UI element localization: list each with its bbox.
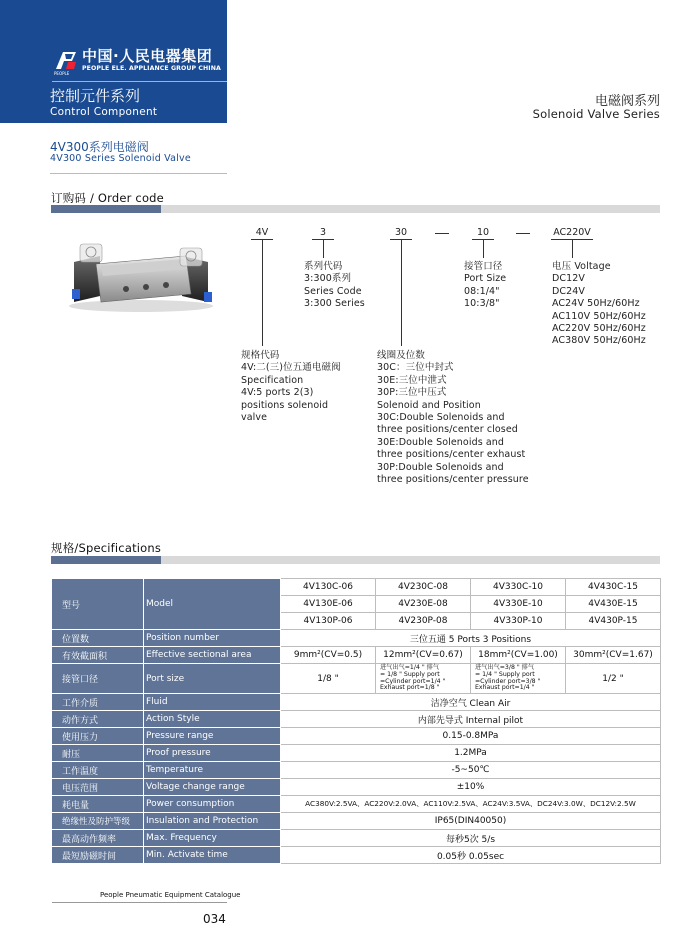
- table-cell: 三位五通 5 Ports 3 Positions: [281, 630, 661, 647]
- row-label-cn: 电压范围: [52, 779, 144, 796]
- table-row: [52, 630, 661, 647]
- table-cell: AC380V:2.5VA、AC220V:2.0VA、AC110V:2.5VA、AC24V:3.5VA、DC24V:3.0W、DC12V:2.5W: [281, 796, 661, 813]
- table-cell: 4V430E-15: [566, 596, 661, 613]
- people-logo-icon: [54, 49, 78, 76]
- table-cell: 4V330E-10: [471, 596, 566, 613]
- table-cell: 0.05秒 0.05sec: [281, 847, 661, 864]
- row-label-cn: 型号: [52, 579, 144, 630]
- table-cell: 4V130C-06: [281, 579, 376, 596]
- table-cell: 进气出气=1/4 " 排气 = 1/8 " Supply port =Cylinder port=1/4 " Exhaust port=1/8 ": [376, 664, 471, 694]
- row-label-cn: 最短励磁时间: [52, 847, 144, 864]
- row-label-cn: 工作介质: [52, 694, 144, 711]
- catalogue-name: People Pneumatic Equipment Catalogue: [100, 891, 241, 899]
- row-label-cn: 绝缘性及防护等级: [52, 813, 144, 830]
- specs-bar-accent: [51, 556, 161, 564]
- product-line-en: Solenoid Valve Series: [532, 107, 660, 121]
- specifications-table: [51, 578, 661, 864]
- table-row: [52, 847, 661, 864]
- table-cell: 4V130E-06: [281, 596, 376, 613]
- table-row: [52, 830, 661, 847]
- table-row: [52, 728, 661, 745]
- table-cell: 4V130P-06: [281, 613, 376, 630]
- table-cell: 30mm²(CV=1.67): [566, 647, 661, 664]
- leader-line-port: [483, 240, 484, 258]
- code-4v: 4V: [255, 227, 269, 238]
- order-code-bar-accent: [51, 205, 161, 213]
- row-label-en: Proof pressure: [144, 745, 281, 762]
- row-label-cn: 耗电量: [52, 796, 144, 813]
- table-cell: 18mm²(CV=1.00): [471, 647, 566, 664]
- order-code-bar: [161, 205, 660, 213]
- logo-mark-text: PEOPLE: [54, 71, 70, 76]
- table-cell: 1/2 ": [566, 664, 661, 694]
- table-cell: 进气出气=3/8 " 排气 = 1/4 " Supply port =Cylinder port=3/8 " Exhaust port=1/4 ": [471, 664, 566, 694]
- table-cell: 4V230E-08: [376, 596, 471, 613]
- code-dash: [516, 233, 530, 234]
- row-label-cn: 工作温度: [52, 762, 144, 779]
- table-row: [52, 664, 661, 694]
- coil-position-desc: 线圈及位数 30C：三位中封式 30E:三位中泄式 30P:三位中压式 Solenoid and Position 30C:Double Solenoids and three positions/center closed 30E:Double Solenoids and three positions/center exhaust 30P:Double Solenoids and three positions/center pressure: [377, 350, 529, 486]
- row-label-cn: 位置数: [52, 630, 144, 647]
- table-row: [52, 813, 661, 830]
- code-dash: [435, 233, 449, 234]
- port-size-desc: 接管口径 Port Size 08:1/4" 10:3/8": [464, 261, 507, 310]
- category-title-cn: 控制元件系列: [50, 87, 141, 105]
- table-cell: 4V330C-10: [471, 579, 566, 596]
- specs-bar: [161, 556, 660, 564]
- table-row: [52, 579, 661, 596]
- table-cell: 9mm²(CV=0.5): [281, 647, 376, 664]
- table-cell: 12mm²(CV=0.67): [376, 647, 471, 664]
- row-label-en: Port size: [144, 664, 281, 694]
- leader-line-series: [323, 240, 324, 258]
- table-row: [52, 762, 661, 779]
- code-port: 10: [476, 227, 490, 238]
- table-cell: -5~50℃: [281, 762, 661, 779]
- table-cell: 4V430P-15: [566, 613, 661, 630]
- series-title-en: 4V300 Series Solenoid Valve: [50, 153, 191, 164]
- row-label-cn: 使用压力: [52, 728, 144, 745]
- specs-heading: 规格/Specifications: [51, 541, 162, 555]
- leader-line-spec: [262, 240, 263, 346]
- table-cell: 1/8 ": [281, 664, 376, 694]
- row-label-cn: 动作方式: [52, 711, 144, 728]
- solenoid-valve-image: [66, 234, 216, 314]
- table-cell: 4V230C-08: [376, 579, 471, 596]
- row-label-cn: 耐压: [52, 745, 144, 762]
- row-label-en: Max. Frequency: [144, 830, 281, 847]
- company-logo: [54, 47, 221, 76]
- table-cell: ±10%: [281, 779, 661, 796]
- row-label-cn: 接管口径: [52, 664, 144, 694]
- table-cell: 每秒5次 5/s: [281, 830, 661, 847]
- table-cell: 洁净空气 Clean Air: [281, 694, 661, 711]
- row-label-en: Voltage change range: [144, 779, 281, 796]
- table-row: [52, 694, 661, 711]
- table-cell: 0.15-0.8MPa: [281, 728, 661, 745]
- code-voltage: AC220V: [553, 227, 591, 238]
- series-title-cn: 4V300系列电磁阀: [50, 140, 149, 154]
- voltage-desc: 电压 Voltage DC12V DC24V AC24V 50Hz/60Hz AC110V 50Hz/60Hz AC220V 50Hz/60Hz AC380V 50Hz/60Hz: [552, 261, 646, 347]
- row-label-en: Position number: [144, 630, 281, 647]
- row-label-en: Power consumption: [144, 796, 281, 813]
- table-cell: 4V230P-08: [376, 613, 471, 630]
- table-cell: 4V430C-15: [566, 579, 661, 596]
- row-label-en: Temperature: [144, 762, 281, 779]
- logo-english: PEOPLE ELE. APPLIANCE GROUP CHINA: [82, 65, 221, 72]
- logo-chinese: 中国·人民电器集团: [82, 47, 213, 65]
- table-row: [52, 711, 661, 728]
- code-series: 3: [319, 227, 327, 238]
- row-label-cn: 有效截面积: [52, 647, 144, 664]
- product-line-cn: 电磁阀系列: [594, 94, 660, 109]
- row-label-en: Fluid: [144, 694, 281, 711]
- row-label-en: Pressure range: [144, 728, 281, 745]
- table-cell: 4V330P-10: [471, 613, 566, 630]
- row-label-en: Min. Activate time: [144, 847, 281, 864]
- leader-line-voltage: [572, 240, 573, 258]
- table-cell: IP65(DIN40050): [281, 813, 661, 830]
- header-divider: [52, 81, 227, 82]
- footer-divider: [52, 902, 227, 903]
- category-title-en: Control Component: [50, 106, 158, 118]
- code-coil: 30: [394, 227, 408, 238]
- series-divider: [50, 173, 227, 174]
- table-cell: 1.2MPa: [281, 745, 661, 762]
- table-cell: 内部先导式 Internal pilot: [281, 711, 661, 728]
- leader-line-coil: [401, 240, 402, 346]
- row-label-en: Insulation and Protection: [144, 813, 281, 830]
- table-row: [52, 745, 661, 762]
- order-code-heading: 订购码 / Order code: [51, 191, 164, 205]
- specification-desc: 规格代码 4V:二(三)位五通电磁阀 Specification 4V:5 ports 2(3) positions solenoid valve: [241, 350, 341, 424]
- series-code-desc: 系列代码 3:300系列 Series Code 3:300 Series: [304, 261, 365, 310]
- row-label-en: Effective sectional area: [144, 647, 281, 664]
- row-label-en: Model: [144, 579, 281, 630]
- row-label-cn: 最高动作频率: [52, 830, 144, 847]
- row-label-en: Action Style: [144, 711, 281, 728]
- table-row: [52, 647, 661, 664]
- page-number: 034: [203, 912, 226, 926]
- table-row: [52, 779, 661, 796]
- table-row: [52, 796, 661, 813]
